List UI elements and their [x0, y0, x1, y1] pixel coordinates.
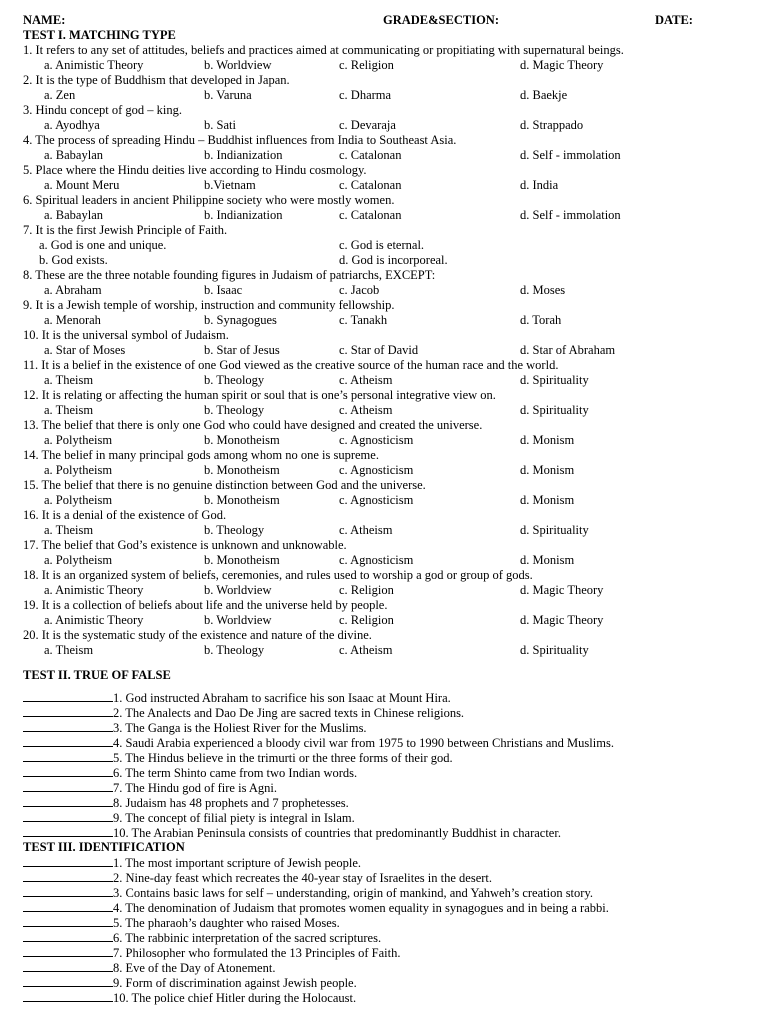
grade-section-label: GRADE&SECTION:: [383, 13, 499, 27]
option-c: c. Agnosticism: [339, 493, 414, 507]
option-a: a. Star of Moses: [44, 343, 126, 357]
option-d: d. Spirituality: [520, 403, 589, 417]
option-d: d. Self - immolation: [520, 208, 621, 222]
item-text: 9. The concept of filial piety is integral in Islam.: [113, 811, 355, 825]
answer-blank[interactable]: [23, 990, 113, 1002]
answer-blank[interactable]: [23, 705, 113, 717]
options-row: [23, 148, 748, 163]
options-row: [23, 208, 748, 223]
option-c: c. Agnosticism: [339, 553, 414, 567]
name-label: NAME:: [23, 13, 66, 27]
item-text: 2. Nine-day feast which recreates the 40-year stay of Israelites in the desert.: [113, 871, 493, 885]
item-text: 10. The police chief Hitler during the Holocaust.: [113, 991, 357, 1005]
answer-blank[interactable]: [23, 870, 113, 882]
option-a: a. Theism: [44, 643, 94, 657]
option-d: d. Spirituality: [520, 373, 589, 387]
answer-blank[interactable]: [23, 720, 113, 732]
options-row: [23, 343, 748, 358]
options-row: [23, 643, 748, 658]
test3-title: TEST III. IDENTIFICATION: [23, 840, 185, 854]
option-b: b. Worldview: [204, 583, 272, 597]
options-row: [23, 433, 748, 448]
option-c: c. Agnosticism: [339, 433, 414, 447]
option-d: d. Star of Abraham: [520, 343, 616, 357]
answer-blank[interactable]: [23, 885, 113, 897]
answer-line: [23, 750, 748, 765]
question-text: 13. The belief that there is only one God who could have designed and created the universe.: [23, 418, 483, 432]
option-b: b. Theology: [204, 523, 265, 537]
question-text: 4. The process of spreading Hindu – Buddhist influences from India to Southeast Asia.: [23, 133, 457, 147]
item-text: 5. The pharaoh’s daughter who raised Moses.: [113, 916, 340, 930]
item-text: 3. Contains basic laws for self – understanding, origin of mankind, and Yahweh’s creation story.: [113, 886, 594, 900]
option-b: b. Monotheism: [204, 433, 280, 447]
option-b: b. Worldview: [204, 58, 272, 72]
answer-line: [23, 915, 748, 930]
question-text: 11. It is a belief in the existence of one God viewed as the creative source of the human race and the world.: [23, 358, 559, 372]
option-b: b. Indianization: [204, 208, 283, 222]
header: [23, 13, 748, 28]
item-text: 8. Eve of the Day of Atonement.: [113, 961, 276, 975]
option-c: c. Devaraja: [339, 118, 396, 132]
question-text: 5. Place where the Hindu deities live according to Hindu cosmology.: [23, 163, 367, 177]
option-a: a. Abraham: [44, 283, 102, 297]
option-b: b. Isaac: [204, 283, 243, 297]
option-b: b. Monotheism: [204, 553, 280, 567]
item-text: 4. Saudi Arabia experienced a bloody civil war from 1975 to 1990 between Christians and Muslims.: [113, 736, 614, 750]
answer-line: [23, 990, 748, 1005]
option-a: a. Zen: [44, 88, 76, 102]
answer-blank[interactable]: [23, 750, 113, 762]
question-7-options-row2: [23, 253, 748, 268]
answer-line: [23, 780, 748, 795]
option-d: d. Monism: [520, 433, 575, 447]
option-d: d. Magic Theory: [520, 58, 604, 72]
option-c: c. Catalonan: [339, 148, 402, 162]
options-row: [23, 523, 748, 538]
option-b: b. Synagogues: [204, 313, 277, 327]
question-text: 20. It is the systematic study of the existence and nature of the divine.: [23, 628, 372, 642]
option-b: b. Indianization: [204, 148, 283, 162]
options-row: [23, 553, 748, 568]
question-text: 3. Hindu concept of god – king.: [23, 103, 183, 117]
item-text: 7. The Hindu god of fire is Agni.: [113, 781, 277, 795]
option-c: c. Agnosticism: [339, 463, 414, 477]
option-d: d. Torah: [520, 313, 562, 327]
question-text: 18. It is an organized system of beliefs, ceremonies, and rules used to worship a god or group of gods.: [23, 568, 533, 582]
option-a: a. Animistic Theory: [44, 583, 144, 597]
item-text: 1. The most important scripture of Jewish people.: [113, 856, 361, 870]
answer-blank[interactable]: [23, 795, 113, 807]
answer-blank[interactable]: [23, 765, 113, 777]
option-c: c. Catalonan: [339, 208, 402, 222]
answer-line: [23, 825, 748, 840]
options-row: [23, 463, 748, 478]
answer-blank[interactable]: [23, 915, 113, 927]
option-d: d. India: [520, 178, 559, 192]
question-text: 9. It is a Jewish temple of worship, instruction and community fellowship.: [23, 298, 395, 312]
option-b: b. God exists.: [39, 253, 108, 267]
option-a: a. Animistic Theory: [44, 58, 144, 72]
item-text: 8. Judaism has 48 prophets and 7 prophetesses.: [113, 796, 349, 810]
answer-line: [23, 705, 748, 720]
answer-blank[interactable]: [23, 855, 113, 867]
option-a: a. Babaylan: [44, 208, 104, 222]
option-c: c. Star of David: [339, 343, 419, 357]
answer-line: [23, 900, 748, 915]
item-text: 1. God instructed Abraham to sacrifice his son Isaac at Mount Hira.: [113, 691, 451, 705]
option-b: b. Varuna: [204, 88, 252, 102]
item-text: 10. The Arabian Peninsula consists of countries that predominantly Buddhist in character.: [113, 826, 561, 840]
test2-title: TEST II. TRUE OF FALSE: [23, 668, 171, 682]
test2-items: [23, 690, 748, 840]
question-text: 1. It refers to any set of attitudes, beliefs and practices aimed at communicating or propitiating with supernatural beings.: [23, 43, 624, 57]
options-row: [23, 118, 748, 133]
answer-blank[interactable]: [23, 930, 113, 942]
option-a: a. Polytheism: [44, 433, 113, 447]
date-label: DATE:: [655, 13, 693, 27]
test1-items-part1: [23, 43, 748, 223]
options-row: [23, 373, 748, 388]
answer-blank[interactable]: [23, 735, 113, 747]
option-c: c. Atheism: [339, 373, 393, 387]
answer-blank[interactable]: [23, 960, 113, 972]
option-a: a. Mount Meru: [44, 178, 120, 192]
question-text: 2. It is the type of Buddhism that developed in Japan.: [23, 73, 290, 87]
answer-blank[interactable]: [23, 975, 113, 987]
question-text: 17. The belief that God’s existence is unknown and unknowable.: [23, 538, 347, 552]
options-row: [23, 178, 748, 193]
question-text: 19. It is a collection of beliefs about life and the universe held by people.: [23, 598, 388, 612]
item-text: 2. The Analects and Dao De Jing are sacred texts in Chinese religions.: [113, 706, 465, 720]
worksheet: [23, 13, 748, 1005]
question-text: 10. It is the universal symbol of Judaism.: [23, 328, 229, 342]
option-d: d. Monism: [520, 463, 575, 477]
item-text: 6. The term Shinto came from two Indian words.: [113, 766, 358, 780]
option-a: a. Theism: [44, 373, 94, 387]
options-row: [23, 403, 748, 418]
question-text: 14. The belief in many principal gods among whom no one is supreme.: [23, 448, 379, 462]
item-text: 6. The rabbinic interpretation of the sacred scriptures.: [113, 931, 382, 945]
answer-line: [23, 945, 748, 960]
answer-line: [23, 975, 748, 990]
answer-line: [23, 795, 748, 810]
answer-line: [23, 930, 748, 945]
item-text: 5. The Hindus believe in the trimurti or the three forms of their god.: [113, 751, 453, 765]
option-d: d. Monism: [520, 553, 575, 567]
answer-blank[interactable]: [23, 810, 113, 822]
test1-title: TEST I. MATCHING TYPE: [23, 28, 176, 42]
option-a: a. Animistic Theory: [44, 613, 144, 627]
answer-line: [23, 870, 748, 885]
option-b: b. Theology: [204, 403, 265, 417]
options-row: [23, 493, 748, 508]
option-b: b. Theology: [204, 373, 265, 387]
option-b: b. Sati: [204, 118, 236, 132]
answer-line: [23, 855, 748, 870]
test1-items-part2: [23, 268, 748, 658]
option-a: a. Polytheism: [44, 553, 113, 567]
option-a: a. Polytheism: [44, 463, 113, 477]
option-c: c. Tanakh: [339, 313, 388, 327]
option-d: d. Magic Theory: [520, 583, 604, 597]
option-b: b. Theology: [204, 643, 265, 657]
option-a: a. Polytheism: [44, 493, 113, 507]
question-text: 16. It is a denial of the existence of God.: [23, 508, 227, 522]
option-d: d. Self - immolation: [520, 148, 621, 162]
options-row: [23, 583, 748, 598]
option-c: c. Atheism: [339, 403, 393, 417]
option-d: d. Magic Theory: [520, 613, 604, 627]
option-c: c. Atheism: [339, 643, 393, 657]
option-c: c. Religion: [339, 583, 394, 597]
answer-blank[interactable]: [23, 825, 113, 837]
option-d: d. Monism: [520, 493, 575, 507]
option-b: b. Star of Jesus: [204, 343, 280, 357]
answer-line: [23, 690, 748, 705]
answer-line: [23, 720, 748, 735]
options-row: [23, 88, 748, 103]
answer-line: [23, 765, 748, 780]
option-c: c. God is eternal.: [339, 238, 425, 252]
answer-line: [23, 885, 748, 900]
options-row: [23, 283, 748, 298]
question-text: 8. These are the three notable founding figures in Judaism of patriarchs, EXCEPT:: [23, 268, 436, 282]
option-d: d. Spirituality: [520, 643, 589, 657]
answer-line: [23, 960, 748, 975]
option-c: c. Catalonan: [339, 178, 402, 192]
test3-items: [23, 855, 748, 1005]
option-d: d. Baekje: [520, 88, 568, 102]
option-c: c. Religion: [339, 58, 394, 72]
option-b: b. Monotheism: [204, 493, 280, 507]
question-text: 6. Spiritual leaders in ancient Philippine society who were mostly women.: [23, 193, 395, 207]
options-row: [23, 58, 748, 73]
option-a: a. God is one and unique.: [39, 238, 167, 252]
question-7-options-row1: [23, 238, 748, 253]
option-a: a. Theism: [44, 523, 94, 537]
option-c: c. Atheism: [339, 523, 393, 537]
item-text: 7. Philosopher who formulated the 13 Principles of Faith.: [113, 946, 401, 960]
answer-line: [23, 735, 748, 750]
option-d: d. Spirituality: [520, 523, 589, 537]
option-a: a. Menorah: [44, 313, 101, 327]
option-c: c. Dharma: [339, 88, 392, 102]
option-b: b.Vietnam: [204, 178, 256, 192]
answer-blank[interactable]: [23, 900, 113, 912]
option-b: b. Worldview: [204, 613, 272, 627]
item-text: 3. The Ganga is the Holiest River for the Muslims.: [113, 721, 367, 735]
option-b: b. Monotheism: [204, 463, 280, 477]
option-a: a. Ayodhya: [44, 118, 100, 132]
option-d: d. God is incorporeal.: [339, 253, 448, 267]
answer-line: [23, 810, 748, 825]
question-text: 15. The belief that there is no genuine distinction between God and the universe.: [23, 478, 426, 492]
option-a: a. Theism: [44, 403, 94, 417]
answer-blank[interactable]: [23, 780, 113, 792]
question-text: 12. It is relating or affecting the human spirit or soul that is one’s personal integrative view on.: [23, 388, 496, 402]
item-text: 4. The denomination of Judaism that promotes women equality in synagogues and in being a rabbi.: [113, 901, 609, 915]
options-row: [23, 613, 748, 628]
question-7: 7. It is the first Jewish Principle of Faith.: [23, 223, 228, 237]
item-text: 9. Form of discrimination against Jewish people.: [113, 976, 357, 990]
option-a: a. Babaylan: [44, 148, 104, 162]
option-c: c. Religion: [339, 613, 394, 627]
option-d: d. Strappado: [520, 118, 584, 132]
option-d: d. Moses: [520, 283, 566, 297]
option-c: c. Jacob: [339, 283, 380, 297]
answer-blank[interactable]: [23, 945, 113, 957]
answer-blank[interactable]: [23, 690, 113, 702]
options-row: [23, 313, 748, 328]
